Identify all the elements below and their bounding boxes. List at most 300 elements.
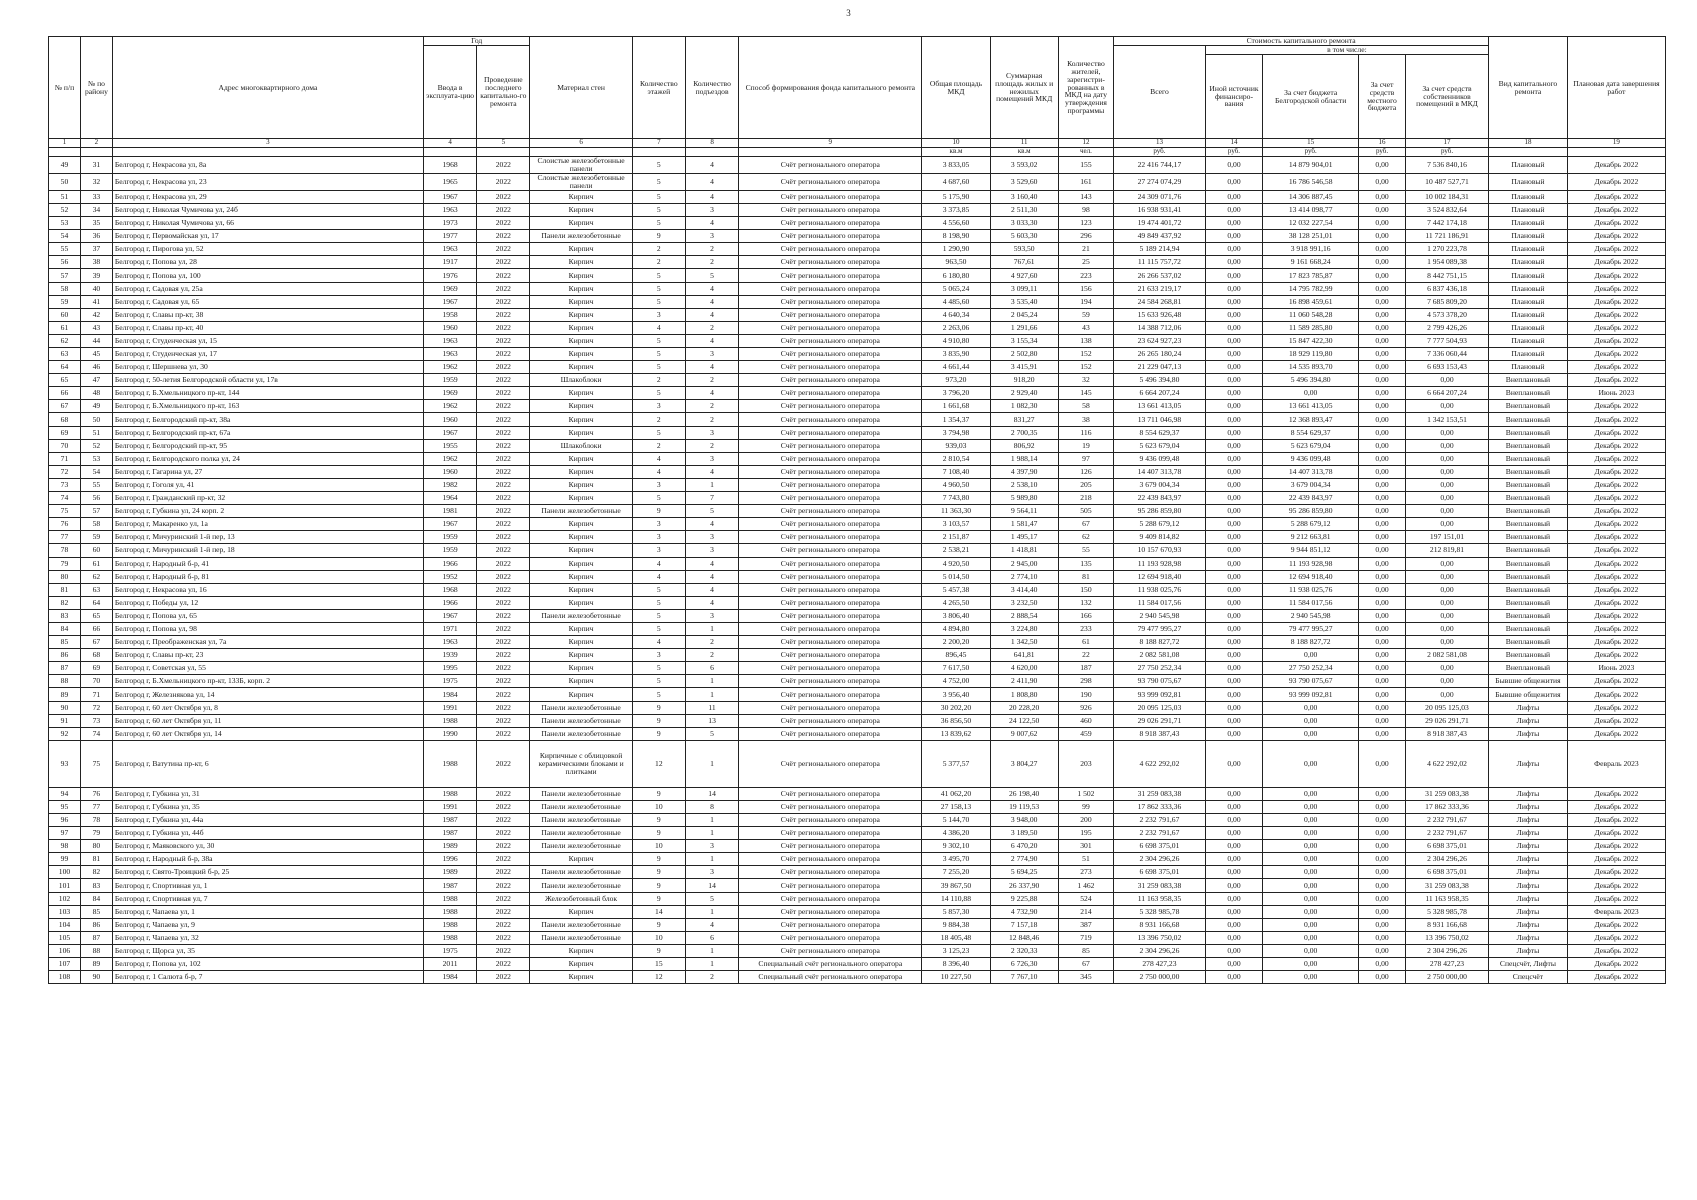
cell-wall-material: Кирпич (530, 387, 632, 400)
cell-floors: 4 (632, 557, 685, 570)
cell-district-number: 87 (80, 931, 112, 944)
cell-wall-material: Кирпич (530, 853, 632, 866)
cell-fund-method: Счёт регионального оператора (739, 387, 922, 400)
cell-district-number: 34 (80, 203, 112, 216)
cell-total-area: 41 062,20 (922, 787, 990, 800)
column-number: 13 (1114, 139, 1206, 148)
cell-cost-total: 13 661 413,05 (1114, 400, 1206, 413)
cell-residents: 55 (1058, 544, 1113, 557)
cell-total-area: 896,45 (922, 649, 990, 662)
cell-residents: 273 (1058, 866, 1113, 879)
cell-fund-method: Счёт регионального оператора (739, 675, 922, 688)
cell-district-number: 71 (80, 688, 112, 701)
cell-address: Белгород г, Попова ул, 65 (112, 609, 423, 622)
cell-local-budget: 0,00 (1359, 230, 1406, 243)
cell-total-area: 39 867,50 (922, 879, 990, 892)
cell-residents: 126 (1058, 465, 1113, 478)
cell-regional-budget: 16 898 459,61 (1263, 295, 1359, 308)
cell-wall-material: Кирпич (530, 675, 632, 688)
cell-commissioning-year: 1952 (423, 570, 476, 583)
cell-total-area: 939,03 (922, 439, 990, 452)
cell-entrances: 4 (685, 157, 738, 174)
cell-entrances: 1 (685, 944, 738, 957)
cell-commissioning-year: 1982 (423, 478, 476, 491)
cell-repair-type: Лифты (1489, 905, 1568, 918)
cell-commissioning-year: 1958 (423, 308, 476, 321)
cell-regional-budget: 38 128 251,01 (1263, 230, 1359, 243)
cell-wall-material: Кирпич (530, 662, 632, 675)
cell-repair-type: Бывшие общежития (1489, 675, 1568, 688)
cell-residents: 25 (1058, 256, 1113, 269)
cell-owners-funds: 6 693 153,43 (1405, 361, 1488, 374)
header-wall-material: Материал стен (530, 37, 632, 139)
column-unit (530, 148, 632, 157)
cell-completion-date: Декабрь 2022 (1567, 439, 1665, 452)
cell-row-number: 66 (49, 387, 81, 400)
cell-district-number: 53 (80, 452, 112, 465)
cell-cost-total: 278 427,23 (1114, 958, 1206, 971)
cell-floors: 9 (632, 727, 685, 740)
cell-owners-funds: 10 002 184,31 (1405, 190, 1488, 203)
cell-last-repair-year: 2022 (477, 282, 530, 295)
column-number: 5 (477, 139, 530, 148)
cell-floors: 5 (632, 217, 685, 230)
cell-floors: 9 (632, 918, 685, 931)
cell-wall-material: Кирпич (530, 243, 632, 256)
cell-local-budget: 0,00 (1359, 879, 1406, 892)
cell-total-area: 2 538,21 (922, 544, 990, 557)
cell-district-number: 47 (80, 374, 112, 387)
cell-regional-budget: 9 944 851,12 (1263, 544, 1359, 557)
cell-completion-date: Декабрь 2022 (1567, 505, 1665, 518)
cell-local-budget: 0,00 (1359, 636, 1406, 649)
cell-completion-date: Декабрь 2022 (1567, 243, 1665, 256)
cell-last-repair-year: 2022 (477, 701, 530, 714)
cell-repair-type: Плановый (1489, 243, 1568, 256)
cell-premises-area: 2 929,40 (990, 387, 1058, 400)
cell-last-repair-year: 2022 (477, 387, 530, 400)
cell-completion-date: Декабрь 2022 (1567, 688, 1665, 701)
cell-entrances: 4 (685, 918, 738, 931)
cell-address: Белгород г, Ватутина пр-кт, 6 (112, 740, 423, 787)
cell-owners-funds: 197 151,01 (1405, 531, 1488, 544)
cell-row-number: 93 (49, 740, 81, 787)
cell-owners-funds: 0,00 (1405, 570, 1488, 583)
cell-regional-budget: 0,00 (1263, 740, 1359, 787)
cell-commissioning-year: 1967 (423, 518, 476, 531)
cell-wall-material: Шлакоблоки (530, 374, 632, 387)
cell-last-repair-year: 2022 (477, 662, 530, 675)
cell-regional-budget: 0,00 (1263, 892, 1359, 905)
cell-fund-method: Счёт регионального оператора (739, 374, 922, 387)
cell-row-number: 49 (49, 157, 81, 174)
cell-district-number: 35 (80, 217, 112, 230)
cell-premises-area: 7 767,10 (990, 971, 1058, 984)
cell-wall-material: Панели железобетонные (530, 918, 632, 931)
cell-wall-material: Кирпич (530, 478, 632, 491)
header-entrances: Количество подъездов (685, 37, 738, 139)
cell-other-source: 0,00 (1205, 827, 1263, 840)
cell-commissioning-year: 1995 (423, 662, 476, 675)
cell-repair-type: Плановый (1489, 308, 1568, 321)
cell-other-source: 0,00 (1205, 853, 1263, 866)
cell-entrances: 2 (685, 649, 738, 662)
cell-row-number: 59 (49, 295, 81, 308)
cell-cost-total: 11 163 958,35 (1114, 892, 1206, 905)
units-row (49, 148, 1666, 157)
cell-local-budget: 0,00 (1359, 544, 1406, 557)
cell-floors: 5 (632, 348, 685, 361)
cell-owners-funds: 7 777 504,93 (1405, 334, 1488, 347)
cell-cost-total: 13 711 046,98 (1114, 413, 1206, 426)
cell-residents: 143 (1058, 190, 1113, 203)
cell-residents: 138 (1058, 334, 1113, 347)
cell-total-area: 13 839,62 (922, 727, 990, 740)
cell-wall-material: Кирпич (530, 944, 632, 957)
cell-fund-method: Счёт регионального оператора (739, 518, 922, 531)
cell-owners-funds: 0,00 (1405, 583, 1488, 596)
cell-fund-method: Счёт регионального оператора (739, 439, 922, 452)
cell-wall-material: Кирпич (530, 688, 632, 701)
cell-premises-area: 12 848,46 (990, 931, 1058, 944)
cell-other-source: 0,00 (1205, 269, 1263, 282)
table-row (49, 958, 1666, 971)
cell-local-budget: 0,00 (1359, 190, 1406, 203)
cell-residents: 150 (1058, 583, 1113, 596)
cell-other-source: 0,00 (1205, 918, 1263, 931)
cell-owners-funds: 4 573 378,20 (1405, 308, 1488, 321)
cell-district-number: 89 (80, 958, 112, 971)
cell-premises-area: 4 620,00 (990, 662, 1058, 675)
cell-total-area: 4 386,20 (922, 827, 990, 840)
cell-fund-method: Счёт регионального оператора (739, 931, 922, 944)
cell-address: Белгород г, Славы пр-кт, 40 (112, 321, 423, 334)
cell-entrances: 5 (685, 505, 738, 518)
header-regional-budget: За счет бюджета Белгородской области (1263, 55, 1359, 139)
cell-fund-method: Счёт регионального оператора (739, 609, 922, 622)
cell-floors: 5 (632, 173, 685, 190)
cell-repair-type: Внеплановый (1489, 622, 1568, 635)
cell-commissioning-year: 2011 (423, 958, 476, 971)
cell-floors: 4 (632, 452, 685, 465)
header-local-budget: За счет средств местного бюджета (1359, 55, 1406, 139)
cell-row-number: 96 (49, 814, 81, 827)
cell-total-area: 3 495,70 (922, 853, 990, 866)
cell-completion-date: Декабрь 2022 (1567, 714, 1665, 727)
cell-residents: 214 (1058, 905, 1113, 918)
cell-fund-method: Счёт регионального оператора (739, 918, 922, 931)
cell-repair-type: Внеплановый (1489, 636, 1568, 649)
cell-floors: 3 (632, 478, 685, 491)
cell-cost-total: 95 286 859,80 (1114, 505, 1206, 518)
cell-last-repair-year: 2022 (477, 971, 530, 984)
cell-commissioning-year: 1962 (423, 452, 476, 465)
cell-last-repair-year: 2022 (477, 426, 530, 439)
cell-commissioning-year: 1966 (423, 557, 476, 570)
cell-floors: 10 (632, 931, 685, 944)
cell-district-number: 77 (80, 800, 112, 813)
cell-entrances: 1 (685, 675, 738, 688)
cell-entrances: 4 (685, 173, 738, 190)
cell-total-area: 3 833,05 (922, 157, 990, 174)
cell-wall-material: Кирпич (530, 570, 632, 583)
cell-district-number: 75 (80, 740, 112, 787)
cell-total-area: 5 857,30 (922, 905, 990, 918)
cell-other-source: 0,00 (1205, 944, 1263, 957)
cell-floors: 2 (632, 374, 685, 387)
cell-regional-budget: 79 477 995,27 (1263, 622, 1359, 635)
cell-last-repair-year: 2022 (477, 308, 530, 321)
table-row (49, 800, 1666, 813)
cell-last-repair-year: 2022 (477, 452, 530, 465)
cell-row-number: 91 (49, 714, 81, 727)
cell-premises-area: 9 225,88 (990, 892, 1058, 905)
cell-floors: 9 (632, 827, 685, 840)
cell-last-repair-year: 2022 (477, 814, 530, 827)
cell-address: Белгород г, Щорса ул, 35 (112, 944, 423, 957)
cell-address: Белгород г, Маяковского ул, 30 (112, 840, 423, 853)
cell-row-number: 82 (49, 596, 81, 609)
table-header (49, 37, 1666, 157)
cell-premises-area: 4 927,60 (990, 269, 1058, 282)
cell-repair-type: Лифты (1489, 727, 1568, 740)
cell-owners-funds: 7 336 060,44 (1405, 348, 1488, 361)
cell-entrances: 3 (685, 544, 738, 557)
cell-owners-funds: 0,00 (1405, 492, 1488, 505)
table-row (49, 308, 1666, 321)
cell-total-area: 10 227,50 (922, 971, 990, 984)
cell-repair-type: Лифты (1489, 892, 1568, 905)
cell-fund-method: Счёт регионального оператора (739, 321, 922, 334)
cell-row-number: 103 (49, 905, 81, 918)
cell-district-number: 68 (80, 649, 112, 662)
cell-last-repair-year: 2022 (477, 944, 530, 957)
cell-cost-total: 24 584 268,81 (1114, 295, 1206, 308)
cell-wall-material: Кирпич (530, 544, 632, 557)
header-address: Адрес многоквартирного дома (112, 37, 423, 139)
cell-commissioning-year: 1988 (423, 918, 476, 931)
cell-regional-budget: 14 879 904,01 (1263, 157, 1359, 174)
table-row (49, 243, 1666, 256)
cell-commissioning-year: 1976 (423, 269, 476, 282)
cell-last-repair-year: 2022 (477, 321, 530, 334)
cell-premises-area: 1 808,80 (990, 688, 1058, 701)
cell-floors: 9 (632, 701, 685, 714)
cell-wall-material: Слоистые железобетонные панели (530, 157, 632, 174)
cell-regional-budget: 0,00 (1263, 814, 1359, 827)
cell-commissioning-year: 1917 (423, 256, 476, 269)
cell-fund-method: Счёт регионального оператора (739, 334, 922, 347)
cell-last-repair-year: 2022 (477, 958, 530, 971)
cell-premises-area: 3 415,91 (990, 361, 1058, 374)
cell-entrances: 4 (685, 295, 738, 308)
cell-floors: 3 (632, 531, 685, 544)
cell-last-repair-year: 2022 (477, 295, 530, 308)
table-row (49, 892, 1666, 905)
table-row (49, 282, 1666, 295)
cell-commissioning-year: 1988 (423, 931, 476, 944)
cell-total-area: 4 485,60 (922, 295, 990, 308)
cell-last-repair-year: 2022 (477, 439, 530, 452)
cell-fund-method: Счёт регионального оператора (739, 636, 922, 649)
cell-district-number: 66 (80, 622, 112, 635)
cell-premises-area: 1 988,14 (990, 452, 1058, 465)
cell-repair-type: Лифты (1489, 740, 1568, 787)
cell-wall-material: Кирпич (530, 400, 632, 413)
cell-local-budget: 0,00 (1359, 361, 1406, 374)
cell-owners-funds: 6 664 207,24 (1405, 387, 1488, 400)
cell-owners-funds: 2 232 791,67 (1405, 827, 1488, 840)
cell-floors: 5 (632, 157, 685, 174)
cell-wall-material: Панели железобетонные (530, 714, 632, 727)
cell-address: Белгород г, Первомайская ул, 17 (112, 230, 423, 243)
cell-repair-type: Внеплановый (1489, 557, 1568, 570)
cell-local-budget: 0,00 (1359, 958, 1406, 971)
cell-regional-budget: 27 750 252,34 (1263, 662, 1359, 675)
cell-repair-type: Внеплановый (1489, 583, 1568, 596)
cell-floors: 4 (632, 465, 685, 478)
cell-completion-date: Июнь 2023 (1567, 662, 1665, 675)
cell-total-area: 4 661,44 (922, 361, 990, 374)
cell-row-number: 62 (49, 334, 81, 347)
cell-commissioning-year: 1967 (423, 426, 476, 439)
cell-total-area: 4 752,00 (922, 675, 990, 688)
cell-other-source: 0,00 (1205, 452, 1263, 465)
cell-entrances: 4 (685, 334, 738, 347)
cell-fund-method: Счёт регионального оператора (739, 740, 922, 787)
cell-last-repair-year: 2022 (477, 800, 530, 813)
cell-wall-material: Кирпич (530, 190, 632, 203)
cell-wall-material: Шлакоблоки (530, 439, 632, 452)
cell-repair-type: Внеплановый (1489, 465, 1568, 478)
cell-entrances: 4 (685, 570, 738, 583)
cell-wall-material: Кирпич (530, 636, 632, 649)
cell-regional-budget: 0,00 (1263, 866, 1359, 879)
cell-entrances: 3 (685, 426, 738, 439)
cell-fund-method: Специальный счёт регионального оператора (739, 971, 922, 984)
cell-row-number: 86 (49, 649, 81, 662)
cell-residents: 187 (1058, 662, 1113, 675)
cell-completion-date: Декабрь 2022 (1567, 866, 1665, 879)
cell-district-number: 61 (80, 557, 112, 570)
cell-regional-budget: 3 918 991,16 (1263, 243, 1359, 256)
cell-entrances: 6 (685, 931, 738, 944)
cell-entrances: 4 (685, 387, 738, 400)
column-number: 11 (990, 139, 1058, 148)
cell-other-source: 0,00 (1205, 230, 1263, 243)
cell-total-area: 4 894,80 (922, 622, 990, 635)
cell-completion-date: Декабрь 2022 (1567, 827, 1665, 840)
cell-commissioning-year: 1967 (423, 609, 476, 622)
cell-total-area: 3 956,40 (922, 688, 990, 701)
cell-other-source: 0,00 (1205, 387, 1263, 400)
cell-cost-total: 2 082 581,08 (1114, 649, 1206, 662)
cell-address: Белгород г, Чапаева ул, 1 (112, 905, 423, 918)
table-row (49, 374, 1666, 387)
cell-other-source: 0,00 (1205, 931, 1263, 944)
cell-cost-total: 8 918 387,43 (1114, 727, 1206, 740)
cell-cost-total: 23 624 927,23 (1114, 334, 1206, 347)
cell-repair-type: Лифты (1489, 827, 1568, 840)
table-row (49, 465, 1666, 478)
cell-other-source: 0,00 (1205, 217, 1263, 230)
cell-last-repair-year: 2022 (477, 596, 530, 609)
header-repair-type: Вид капитального ремонта (1489, 37, 1568, 139)
cell-cost-total: 5 496 394,80 (1114, 374, 1206, 387)
cell-repair-type: Лифты (1489, 866, 1568, 879)
cell-district-number: 88 (80, 944, 112, 957)
cell-other-source: 0,00 (1205, 243, 1263, 256)
cell-address: Белгород г, Садовая ул, 25а (112, 282, 423, 295)
cell-regional-budget: 12 032 227,54 (1263, 217, 1359, 230)
cell-last-repair-year: 2022 (477, 243, 530, 256)
cell-regional-budget: 14 306 887,45 (1263, 190, 1359, 203)
cell-completion-date: Декабрь 2022 (1567, 256, 1665, 269)
cell-district-number: 85 (80, 905, 112, 918)
cell-commissioning-year: 1975 (423, 675, 476, 688)
cell-district-number: 80 (80, 840, 112, 853)
cell-owners-funds: 1 270 223,78 (1405, 243, 1488, 256)
cell-address: Белгород г, Победы ул, 12 (112, 596, 423, 609)
cell-row-number: 81 (49, 583, 81, 596)
cell-other-source: 0,00 (1205, 531, 1263, 544)
column-number: 7 (632, 139, 685, 148)
cell-regional-budget: 11 193 928,98 (1263, 557, 1359, 570)
cell-other-source: 0,00 (1205, 413, 1263, 426)
cell-last-repair-year: 2022 (477, 740, 530, 787)
cell-entrances: 8 (685, 800, 738, 813)
cell-residents: 190 (1058, 688, 1113, 701)
cell-completion-date: Декабрь 2022 (1567, 918, 1665, 931)
table-row (49, 334, 1666, 347)
cell-commissioning-year: 1959 (423, 531, 476, 544)
cell-premises-area: 3 155,34 (990, 334, 1058, 347)
cell-completion-date: Декабрь 2022 (1567, 879, 1665, 892)
cell-total-area: 8 198,90 (922, 230, 990, 243)
cell-owners-funds: 11 163 958,35 (1405, 892, 1488, 905)
cell-completion-date: Декабрь 2022 (1567, 374, 1665, 387)
cell-row-number: 89 (49, 688, 81, 701)
cell-completion-date: Декабрь 2022 (1567, 157, 1665, 174)
cell-address: Белгород г, Свято-Троицкий б-р, 25 (112, 866, 423, 879)
cell-entrances: 1 (685, 740, 738, 787)
table-row (49, 505, 1666, 518)
cell-completion-date: Декабрь 2022 (1567, 944, 1665, 957)
cell-completion-date: Декабрь 2022 (1567, 308, 1665, 321)
cell-row-number: 74 (49, 492, 81, 505)
cell-fund-method: Счёт регионального оператора (739, 295, 922, 308)
cell-cost-total: 9 409 814,82 (1114, 531, 1206, 544)
cell-wall-material: Панели железобетонные (530, 701, 632, 714)
cell-repair-type: Плановый (1489, 361, 1568, 374)
cell-entrances: 4 (685, 557, 738, 570)
cell-district-number: 74 (80, 727, 112, 740)
cell-regional-budget: 5 288 679,12 (1263, 518, 1359, 531)
cell-owners-funds: 0,00 (1405, 400, 1488, 413)
cell-other-source: 0,00 (1205, 662, 1263, 675)
cell-commissioning-year: 1988 (423, 905, 476, 918)
cell-district-number: 41 (80, 295, 112, 308)
cell-owners-funds: 278 427,23 (1405, 958, 1488, 971)
cell-fund-method: Счёт регионального оператора (739, 649, 922, 662)
cell-total-area: 5 144,70 (922, 814, 990, 827)
cell-owners-funds: 7 685 809,20 (1405, 295, 1488, 308)
cell-owners-funds: 2 082 581,08 (1405, 649, 1488, 662)
cell-regional-budget: 12 368 893,47 (1263, 413, 1359, 426)
cell-last-repair-year: 2022 (477, 256, 530, 269)
cell-repair-type: Лифты (1489, 701, 1568, 714)
cell-floors: 9 (632, 714, 685, 727)
